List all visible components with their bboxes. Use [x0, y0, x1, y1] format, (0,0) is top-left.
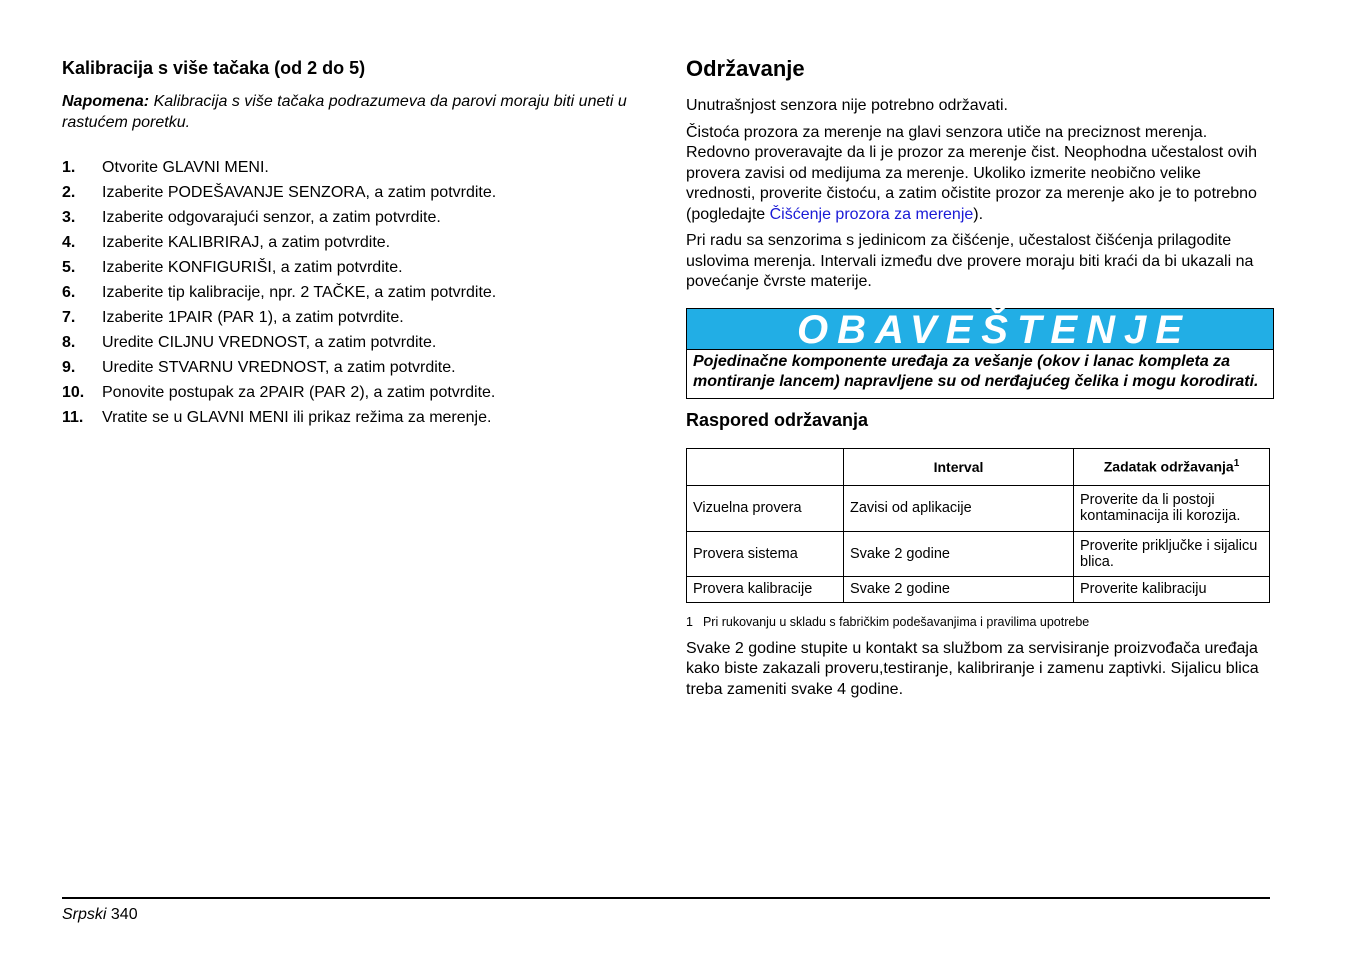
- step-text: Otvorite GLAVNI MENI.: [102, 159, 269, 176]
- table-cell: Zavisi od aplikacije: [844, 485, 1074, 531]
- maintenance-schedule-table: [686, 448, 1270, 603]
- page-footer: [62, 906, 138, 924]
- table-cell: Proverite da li postoji kontaminacija ili korozija.: [1074, 485, 1270, 531]
- step-text: Izaberite KONFIGURIŠI, a zatim potvrdite.: [102, 259, 403, 276]
- list-item: [62, 380, 652, 405]
- notice-box: [686, 308, 1274, 399]
- step-text: Izaberite tip kalibracije, npr. 2 TAČKE, a zatim potvrdite.: [102, 284, 497, 301]
- step-text: Uredite STVARNU VREDNOST, a zatim potvrdite.: [102, 359, 456, 376]
- table-cell: Vizuelna provera: [687, 485, 844, 531]
- step-number: 2.: [62, 184, 76, 201]
- paragraph-cleaning-unit: Pri radu sa senzorima s jedinicom za čišćenje, učestalost čišćenja prilagodite uslovima merenja. Intervali između dve provere moraju biti kraći da bi ukazali na povećanje čvrste materije.: [686, 232, 1254, 290]
- table-cell: Svake 2 godine: [844, 576, 1074, 602]
- step-text: Izaberite PODEŠAVANJE SENZORA, a zatim potvrdite.: [102, 184, 497, 201]
- column-header-empty: [687, 448, 844, 485]
- list-item: [62, 280, 652, 305]
- note-text: Kalibracija s više tačaka podrazumeva da parovi moraju biti uneti u rastućem poretku.: [62, 93, 627, 131]
- section-heading-multipoint: Kalibracija s više tačaka (od 2 do 5): [62, 58, 366, 78]
- step-number: 10.: [62, 384, 85, 401]
- table-header-row: [687, 448, 1270, 485]
- footnote-text: Pri rukovanju u skladu s fabričkim podešavanjima i pravilima upotrebe: [702, 614, 1090, 629]
- list-item: [62, 180, 652, 205]
- table-cell: Proverite kalibraciju: [1074, 576, 1270, 602]
- list-item: [62, 155, 652, 180]
- footnote-number: 1: [686, 614, 693, 629]
- note-label: Napomena:: [62, 93, 150, 110]
- step-number: 7.: [62, 309, 76, 326]
- page-number: 340: [110, 906, 138, 923]
- step-number: 9.: [62, 359, 76, 376]
- step-text: Vratite se u GLAVNI MENI ili prikaz režima za merenje.: [102, 409, 492, 426]
- footnote-marker: 1: [1233, 458, 1240, 470]
- paragraph-text-end: ).: [973, 205, 984, 223]
- list-item: [62, 305, 652, 330]
- paragraph-service-contact: Svake 2 godine stupite u kontakt sa službom za servisiranje proizvođača uređaja kako biste zakazali proveru,testiranje, kalibriranje i zamenu zaptivki. Sijalicu blica treba zameniti svake 4 godine.: [686, 639, 1259, 698]
- step-number: 5.: [62, 259, 76, 276]
- notice-title: OBAVEŠTENJE: [687, 309, 1273, 350]
- step-number: 11.: [62, 409, 84, 426]
- table-row: [687, 531, 1270, 576]
- step-text: Izaberite KALIBRIRAJ, a zatim potvrdite.: [102, 234, 391, 251]
- notice-text: Pojedinačne komponente uređaja za vešanje (okov i lanac kompleta za montiranje lancem) napravljene su od nerđajućeg čelika i mogu korodirati.: [693, 352, 1259, 390]
- paragraph-window-cleanliness: [686, 123, 1274, 226]
- step-text: Izaberite odgovarajući senzor, a zatim potvrdite.: [102, 209, 441, 226]
- table-cell: Svake 2 godine: [844, 531, 1074, 576]
- column-header-task: [1074, 448, 1270, 485]
- table-cell: Provera sistema: [687, 531, 844, 576]
- cleaning-window-link[interactable]: Čišćenje prozora za merenje: [769, 205, 974, 223]
- note: [62, 91, 652, 133]
- table-row: [687, 576, 1270, 602]
- right-column: [686, 56, 1274, 706]
- list-item: [62, 355, 652, 380]
- footnote: [686, 615, 1274, 629]
- table-cell: Provera kalibracije: [687, 576, 844, 602]
- schedule-heading: Raspored održavanja: [686, 409, 869, 430]
- table-cell: Proverite priključke i sijalicu blica.: [1074, 531, 1270, 576]
- list-item: [62, 255, 652, 280]
- step-number: 6.: [62, 284, 76, 301]
- step-number: 4.: [62, 234, 76, 251]
- list-item: [62, 230, 652, 255]
- table-row: [687, 485, 1270, 531]
- step-text: Uredite CILJNU VREDNOST, a zatim potvrdite.: [102, 334, 437, 351]
- list-item: [62, 405, 652, 430]
- list-item: [62, 205, 652, 230]
- section-title-maintenance: Održavanje: [686, 56, 805, 81]
- step-number: 8.: [62, 334, 76, 351]
- paragraph-interior: Unutrašnjost senzora nije potrebno održavati.: [686, 97, 1008, 114]
- column-header-interval: Interval: [844, 448, 1074, 485]
- left-column: [62, 58, 652, 430]
- steps-list: [62, 155, 652, 430]
- paragraph-text: Čistoća prozora za merenje na glavi senzora utiče na preciznost merenja. Redovno proveravajte da li je prozor za merenje čist. Neophodna učestalost ovih provera zavisi od medijuma za merenje. Ukoliko izmerite neobično velike vrednosti, proverite čistoću, a zatim očistite prozor za merenje ako je to potrebno (pogledajte: [686, 123, 1257, 223]
- step-number: 1.: [62, 159, 76, 176]
- step-text: Izaberite 1PAIR (PAR 1), a zatim potvrdite.: [102, 309, 404, 326]
- column-header-task-label: Zadatak održavanja: [1103, 458, 1234, 475]
- step-number: 3.: [62, 209, 76, 226]
- step-text: Ponovite postupak za 2PAIR (PAR 2), a zatim potvrdite.: [102, 384, 496, 401]
- footer-language: Srpski: [62, 906, 107, 923]
- footer-divider: [62, 897, 1270, 899]
- list-item: [62, 330, 652, 355]
